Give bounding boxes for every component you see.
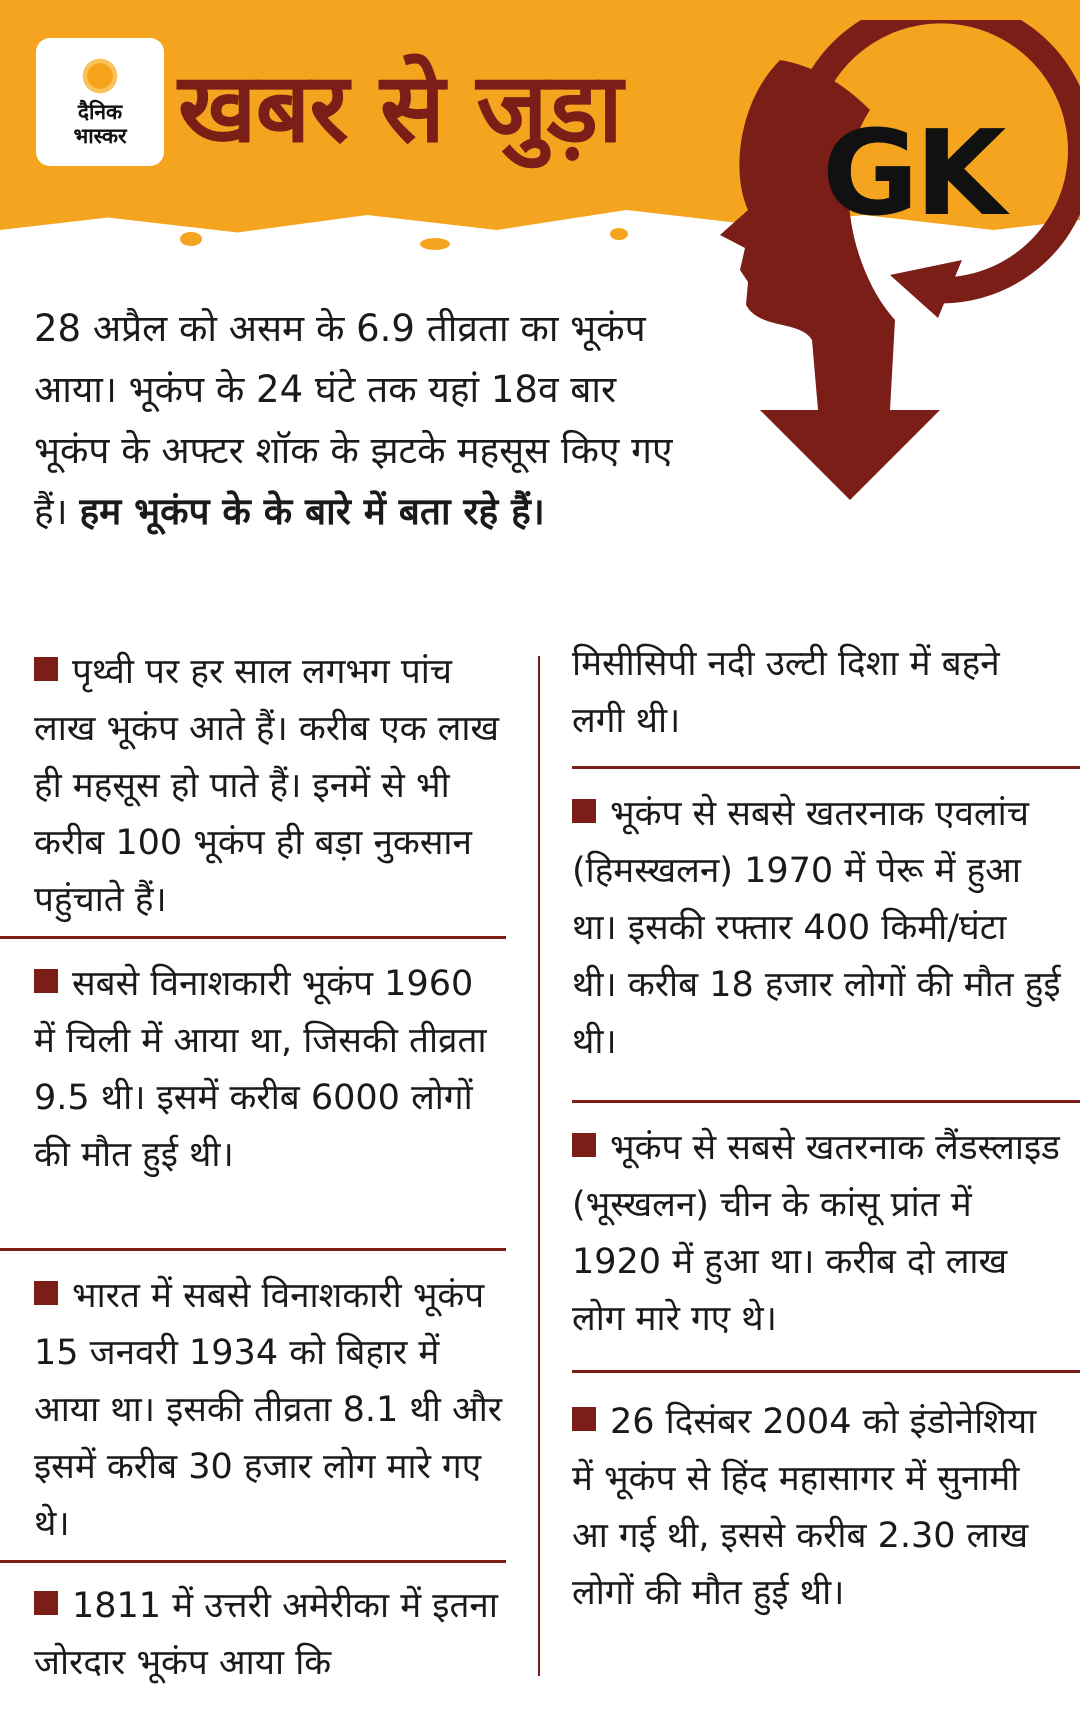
paint-splatter (610, 228, 628, 240)
square-bullet-icon (34, 657, 58, 681)
logo-line1: दैनिक (77, 100, 123, 124)
intro-text: 28 अप्रैल को असम के 6.9 तीव्रता का भूकंप आया। भूकंप के 24 घंटे तक यहां 18व बार भूकंप के अफ्टर शॉक के झटके महसूस किए गए हैं। (34, 307, 673, 533)
fact-item (34, 1268, 504, 1553)
logo-line2: भास्कर (73, 124, 127, 148)
paint-splatter (180, 232, 202, 246)
gk-badge: GK (822, 104, 1003, 242)
header-title: खबर से जुड़ा (178, 52, 622, 164)
sun-icon (80, 56, 120, 96)
fact-item-continued (572, 636, 1062, 750)
intro-paragraph (34, 298, 694, 542)
fact-item (34, 956, 504, 1184)
fact-separator (572, 1100, 1080, 1103)
fact-text: 1811 में उत्तरी अमेरीका में इतना जोरदार भूकंप आया कि (34, 1586, 498, 1683)
fact-text: मिसीसिपी नदी उल्टी दिशा में बहने लगी थी। (572, 644, 1000, 741)
fact-text: भारत में सबसे विनाशकारी भूकंप 15 जनवरी 1934 को बिहार में आया था। इसकी तीव्रता 8.1 थी और इसमें करीब 30 हजार लोग मारे गए थे। (34, 1276, 503, 1544)
fact-item (572, 1120, 1062, 1348)
fact-separator (0, 1560, 506, 1563)
square-bullet-icon (572, 799, 596, 823)
square-bullet-icon (34, 1281, 58, 1305)
fact-item (572, 1394, 1062, 1622)
fact-text: पृथ्वी पर हर साल लगभग पांच लाख भूकंप आते हैं। करीब एक लाख ही महसूस हो पाते हैं। इनमें से भी करीब 100 भूकंप ही बड़ा नुकसान पहुंचाते हैं। (34, 652, 500, 920)
fact-item (572, 786, 1062, 1071)
fact-text: सबसे विनाशकारी भूकंप 1960 में चिली में आया था, जिसकी तीव्रता 9.5 थी। इसमें करीब 6000 लोगों की मौत हुई थी। (34, 964, 487, 1175)
fact-item (34, 1578, 504, 1692)
square-bullet-icon (572, 1407, 596, 1431)
fact-text: भूकंप से सबसे खतरनाक लैंडस्लाइड (भूस्खलन) चीन के कांसू प्रांत में 1920 में हुआ था। करीब दो लाख लोग मारे गए थे। (572, 1128, 1060, 1339)
fact-text: भूकंप से सबसे खतरनाक एवलांच (हिमस्खलन) 1970 में पेरू में हुआ था। इसकी रफ्तार 400 किमी/घंटा थी। करीब 18 हजार लोगों की मौत हुई थी। (572, 794, 1061, 1062)
fact-separator (572, 1370, 1080, 1373)
fact-separator (0, 1248, 506, 1251)
square-bullet-icon (34, 1591, 58, 1615)
paint-splatter (420, 238, 450, 250)
square-bullet-icon (572, 1133, 596, 1157)
fact-separator (572, 766, 1080, 769)
dainik-bhaskar-logo (36, 38, 164, 166)
fact-text: 26 दिसंबर 2004 को इंडोनेशिया में भूकंप से हिंद महासागर में सुनामी आ गई थी, इससे करीब 2.30 लाख लोगों की मौत हुई थी। (572, 1402, 1037, 1613)
intro-bold-text: हम भूकंप के के बारे में बता रहे हैं। (79, 490, 545, 533)
head-arrow-graphic (700, 20, 1080, 540)
column-divider (538, 656, 540, 1676)
square-bullet-icon (34, 969, 58, 993)
fact-separator (0, 936, 506, 939)
fact-item (34, 644, 504, 929)
